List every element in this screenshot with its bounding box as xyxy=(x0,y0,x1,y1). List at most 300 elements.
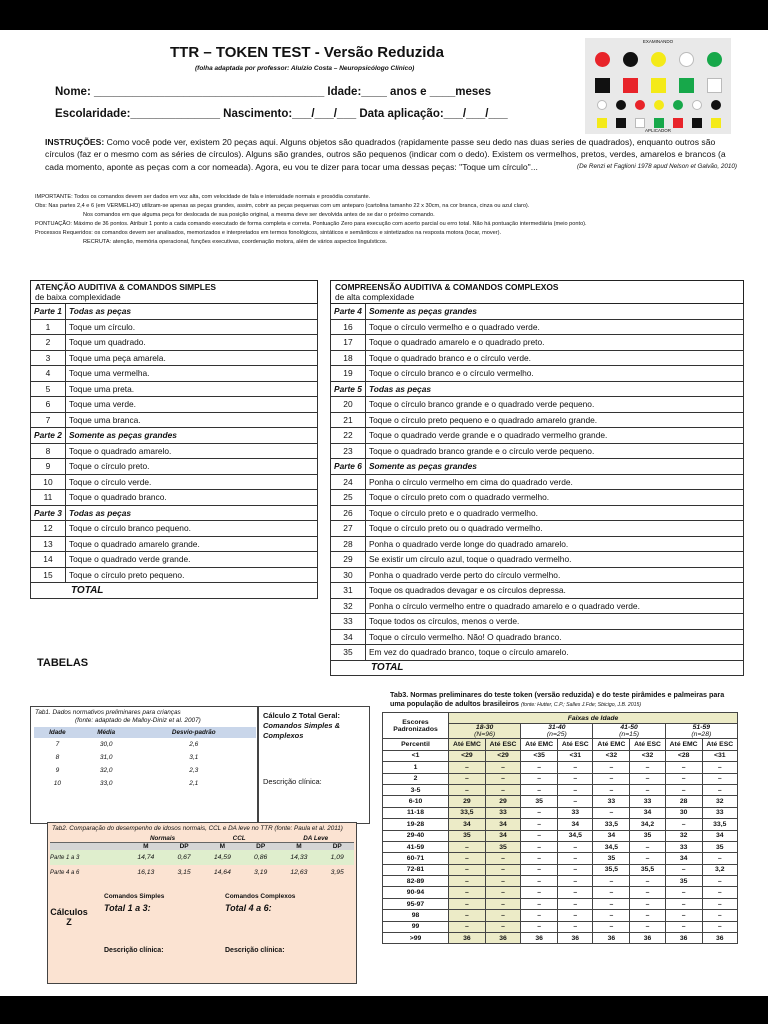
command-text: Toque uma peça amarela. xyxy=(65,350,317,366)
tab3-row xyxy=(383,864,738,875)
command-row xyxy=(31,474,318,490)
tab3-cell: – xyxy=(485,773,520,784)
tab3-adult-norms xyxy=(382,690,738,990)
tab3-cell: – xyxy=(593,898,630,909)
command-row xyxy=(331,598,744,614)
tab3-cell: – xyxy=(593,887,630,898)
command-number: 3 xyxy=(31,350,66,366)
tab2-sub-row xyxy=(50,843,354,851)
tab3-cell: – xyxy=(558,773,593,784)
token-white-square xyxy=(635,118,645,128)
part-label: Parte 2 xyxy=(31,428,66,444)
note-important: IMPORTANTE: Todos os comandos devem ser dados em voz alta, com velocidade de fala e intensidade normais e prosódia constante. xyxy=(35,194,371,200)
command-text: Toque o círculo branco grande e o quadrado verde pequeno. xyxy=(365,397,743,413)
tab3-cell: – xyxy=(521,807,558,818)
tab3-cell: – xyxy=(702,887,737,898)
command-text: Toque o círculo branco e o círculo vermelho. xyxy=(365,366,743,382)
total-row xyxy=(31,583,318,599)
tab3-cell: – xyxy=(702,921,737,932)
command-text: Toque o círculo vermelho e o quadrado verde. xyxy=(365,319,743,335)
tab3-sub-header: Até EMC xyxy=(593,739,630,750)
tab3-cell: 29 xyxy=(449,796,486,807)
command-number: 10 xyxy=(31,474,66,490)
tab1-children-norms xyxy=(30,706,258,824)
tables-heading: TABELAS xyxy=(37,657,89,669)
command-number: 31 xyxy=(331,583,366,599)
token-yellow-square xyxy=(597,118,607,128)
tab2-sub-header: DP xyxy=(320,843,354,851)
tab1-col-header: Idade xyxy=(34,727,81,738)
tab3-cell: – xyxy=(449,762,486,773)
tab1-cell: 32,0 xyxy=(99,767,113,774)
tab3-cell: 36 xyxy=(558,933,593,944)
page-title: TTR – TOKEN TEST - Versão Reduzida xyxy=(170,44,444,61)
tab3-cell: 33 xyxy=(630,796,665,807)
tab3-cell: <29 xyxy=(449,750,486,761)
command-row xyxy=(331,490,744,506)
tab3-cell: – xyxy=(665,898,702,909)
tab2-group: CCL xyxy=(201,835,278,843)
tab3-cell: 35 xyxy=(521,796,558,807)
name-age-line: Nome: ____________________________________ Idade:____ anos e ____meses xyxy=(55,86,492,98)
tab3-cell: 33 xyxy=(485,807,520,818)
tab3-cell: <31 xyxy=(702,750,737,761)
tab3-row xyxy=(383,807,738,818)
tab2-cell: 14,74 xyxy=(124,850,167,865)
tab3-cell: – xyxy=(665,864,702,875)
tab3-cell: – xyxy=(558,841,593,852)
table-header-row xyxy=(331,281,744,304)
note-scoring: PONTUAÇÃO: Máximo de 36 pontos. Atribuir 1 ponto a cada comando executado de forma completa e correta. Pontuação Zero para execução com acerto parcial ou erro total. Não há pontuação intermediária (meio ponto). xyxy=(35,221,587,227)
command-number: 9 xyxy=(31,459,66,475)
tab3-age-group xyxy=(449,724,521,739)
tab3-row xyxy=(383,762,738,773)
tab3-sub-header: Até EMC xyxy=(521,739,558,750)
command-text: Toque uma preta. xyxy=(65,381,317,397)
command-row xyxy=(31,366,318,382)
command-row xyxy=(31,381,318,397)
command-row xyxy=(31,490,318,506)
command-number: 20 xyxy=(331,397,366,413)
part-row xyxy=(31,304,318,320)
tab3-row xyxy=(383,819,738,830)
tab3-cell: – xyxy=(630,841,665,852)
tab3-cell: – xyxy=(558,910,593,921)
tab3-row xyxy=(383,933,738,944)
tab3-cell: – xyxy=(449,910,486,921)
command-number: 12 xyxy=(31,521,66,537)
tab3-cell: 34,2 xyxy=(630,819,665,830)
notes-block xyxy=(35,193,735,247)
tab3-cell: – xyxy=(665,887,702,898)
tab3-row xyxy=(383,830,738,841)
part-label: Parte 5 xyxy=(331,381,366,397)
tab2-cell: 3,95 xyxy=(330,869,344,876)
tab3-cell: 34,5 xyxy=(558,830,593,841)
tab3-cell: – xyxy=(521,853,558,864)
tab1-cell: 7 xyxy=(55,741,60,748)
tab3-cell: – xyxy=(521,830,558,841)
tab3-sub-header: Até EMC xyxy=(665,739,702,750)
tab1-cell: 2,6 xyxy=(189,741,199,748)
tab3-cell: 3,2 xyxy=(702,864,737,875)
token-red-circle xyxy=(595,52,610,67)
tab3-row xyxy=(383,750,738,761)
command-row xyxy=(331,614,744,630)
command-row xyxy=(331,412,744,428)
tab3-cell: 36 xyxy=(449,933,486,944)
command-row xyxy=(331,505,744,521)
tab2-simples: Comandos Simples xyxy=(104,893,165,900)
tab2-group: Normais xyxy=(124,835,201,843)
tab3-percentil-header: Percentil xyxy=(383,739,449,750)
tab3-age: 41-50 xyxy=(620,724,638,732)
tab3-row xyxy=(383,898,738,909)
token-red-square xyxy=(673,118,683,128)
command-text: Toque todos os círculos, menos o verde. xyxy=(365,614,743,630)
part-row xyxy=(331,381,744,397)
tab3-cell: 34 xyxy=(665,853,702,864)
tab3-sub-row xyxy=(383,739,738,750)
tab3-cell: 35 xyxy=(593,853,630,864)
tab3-cell: – xyxy=(449,841,486,852)
tab1-source: (fonte: adaptado de Malloy-Diniz et al. 2007) xyxy=(75,717,201,724)
tab3-percentile: 1 xyxy=(383,762,449,773)
tab3-percentile: 3-5 xyxy=(383,784,449,795)
calcz-title: Cálculo Z Total Geral: xyxy=(263,711,340,720)
tab3-cell: – xyxy=(593,773,630,784)
command-text: Toque o quadrado amarelo grande. xyxy=(65,536,317,552)
command-row xyxy=(31,412,318,428)
tab3-cell: 34 xyxy=(593,830,630,841)
tab3-cell: – xyxy=(449,921,486,932)
tab1-row xyxy=(34,751,256,764)
note-obs: Obs: Nas partes 2,4 e 6 (em VERMELHO) utilizam-se apenas as peças grandes, assim, cobrir as peças pequenas com um anteparo (cartolina tamanho 22 x 30cm, na cor branca, cinza ou azul claro). xyxy=(35,203,530,209)
command-row xyxy=(331,319,744,335)
instructions-citation: (De Renzi et Faglioni 1978 apud Nelson et Galvão, 2010) xyxy=(577,162,737,170)
token-black-square xyxy=(616,118,626,128)
command-text: Toque o círculo vermelho. Não! O quadrado branco. xyxy=(365,629,743,645)
tab1-col-header: Desvio-padrão xyxy=(132,727,256,738)
tab3-cell: – xyxy=(558,887,593,898)
tab3-cell: – xyxy=(521,784,558,795)
tab3-cell: – xyxy=(521,887,558,898)
total-label: TOTAL xyxy=(31,583,318,599)
command-number: 26 xyxy=(331,505,366,521)
tab3-cell: 35 xyxy=(449,830,486,841)
tab1-row xyxy=(34,738,256,751)
part-row xyxy=(331,459,744,475)
command-text: Toque os quadrados devagar e os círculos depressa. xyxy=(365,583,743,599)
token-white-circle xyxy=(679,52,694,67)
tab3-sub-header: Até ESC xyxy=(630,739,665,750)
tab3-cell: 33 xyxy=(702,807,737,818)
tab3-cell: – xyxy=(558,898,593,909)
tab3-cell: – xyxy=(521,762,558,773)
command-row xyxy=(31,350,318,366)
tab1-col-header: Média xyxy=(81,727,132,738)
command-text: Ponha o quadrado verde longe do quadrado amarelo. xyxy=(365,536,743,552)
tab1-row xyxy=(34,777,256,790)
tab2-group-row xyxy=(50,835,354,843)
table-header-row xyxy=(31,281,318,304)
command-number: 17 xyxy=(331,335,366,351)
token-black-circle xyxy=(616,100,626,110)
tab3-percentile: 29-40 xyxy=(383,830,449,841)
command-row xyxy=(31,397,318,413)
tab3-row xyxy=(383,784,738,795)
command-row xyxy=(331,629,744,645)
command-row xyxy=(31,443,318,459)
command-number: 7 xyxy=(31,412,66,428)
tab1-caption: Tab1. Dados normativos preliminares para crianças xyxy=(35,709,181,716)
command-row xyxy=(31,319,318,335)
tab3-cell: 34 xyxy=(630,807,665,818)
tab3-cell: 33,5 xyxy=(593,819,630,830)
tab1-cell: 9 xyxy=(55,767,60,774)
token-yellow-square xyxy=(651,78,666,93)
tab3-cell: – xyxy=(449,887,486,898)
tab2-sub-header: M xyxy=(124,843,167,851)
tab3-cell: 34 xyxy=(449,819,486,830)
tab3-cell: <32 xyxy=(593,750,630,761)
command-row xyxy=(331,350,744,366)
board-top-label: EXAMINANDO xyxy=(642,39,674,44)
tab3-cell: – xyxy=(485,898,520,909)
tab2-cell: 0,67 xyxy=(167,850,200,865)
tab3-cell: 34 xyxy=(558,819,593,830)
tab2-cell: 0,86 xyxy=(244,850,277,865)
tab3-cell: 33 xyxy=(593,796,630,807)
command-row xyxy=(331,645,744,661)
tab2-table xyxy=(50,835,354,880)
tab3-cell: 36 xyxy=(485,933,520,944)
command-text: Se existir um círculo azul, toque o quadrado vermelho. xyxy=(365,552,743,568)
tab3-percentile: 19-28 xyxy=(383,819,449,830)
tab3-percentile: 60-71 xyxy=(383,853,449,864)
command-row xyxy=(31,459,318,475)
tab3-cell: – xyxy=(593,910,630,921)
token-red-square xyxy=(623,78,638,93)
command-number: 25 xyxy=(331,490,366,506)
tab1-cell: 30,0 xyxy=(99,741,113,748)
command-number: 8 xyxy=(31,443,66,459)
page-subtitle: (folha adaptada por professor: Aluízio Costa – Neuropsicólogo Clínico) xyxy=(195,65,415,72)
tab3-table xyxy=(382,712,738,944)
command-text: Toque uma verde. xyxy=(65,397,317,413)
tab3-cell: – xyxy=(485,864,520,875)
note-recruta: RECRUTA: atenção, memória operacional, funções executivas, coordenação motora, além de vários aspectos linguísticos. xyxy=(83,239,388,245)
tab3-cell: – xyxy=(665,921,702,932)
tab2-cell: 1,09 xyxy=(320,850,354,865)
tab2-row xyxy=(50,865,354,880)
complex-commands-table xyxy=(330,280,744,676)
token-yellow-square xyxy=(711,118,721,128)
tab3-cell: 30 xyxy=(665,807,702,818)
tab3-cell: <29 xyxy=(485,750,520,761)
tab3-cell: 35 xyxy=(702,841,737,852)
board-bottom-label: APLICADOR xyxy=(644,128,671,133)
instructions-text: Como você pode ver, existem 20 peças aqui. Alguns objetos são quadrados (rapidamente passe seu dedo nas duas series de quadrados), enquanto outros são círculos (faz er o mesmo com as séries de círculos). Alguns são grandes, outros são pequenos (indicar com o dedo). Existem os vermelhos, pretos, verdes, amarelos e brancos (a cada momento, aponte as peças com a cor nomeada). Agora, eu vou te dizer para tocar uma dessas peças: "Toque um círculo"... xyxy=(45,137,726,172)
tab3-cell: 34 xyxy=(702,830,737,841)
tab3-cell: – xyxy=(593,807,630,818)
tab3-cell: 35 xyxy=(485,841,520,852)
tab3-percentile: 6-10 xyxy=(383,796,449,807)
command-number: 32 xyxy=(331,598,366,614)
tab3-cell: – xyxy=(630,876,665,887)
command-text: Toque o quadrado amarelo. xyxy=(65,443,317,459)
tab2-complexos: Comandos Complexos xyxy=(225,893,296,900)
tab3-cell: – xyxy=(702,784,737,795)
tab2-row-label: Parte 1 a 3 xyxy=(50,850,124,865)
tab3-age: 31-40 xyxy=(548,724,566,732)
total-row xyxy=(331,660,744,676)
tab3-cell: – xyxy=(521,921,558,932)
tab2-cell: 16,13 xyxy=(137,869,155,876)
tab3-cell: 36 xyxy=(665,933,702,944)
tab3-cell: 36 xyxy=(702,933,737,944)
command-text: Ponha o quadrado verde perto do círculo vermelho. xyxy=(365,567,743,583)
tab3-cell: 34 xyxy=(485,830,520,841)
tab2-calc-area xyxy=(48,893,358,983)
command-text: Toque o círculo verde. xyxy=(65,474,317,490)
total-label: TOTAL xyxy=(331,660,744,676)
command-row xyxy=(331,428,744,444)
tab3-cell: – xyxy=(665,773,702,784)
token-green-square xyxy=(679,78,694,93)
tab3-cell: – xyxy=(593,784,630,795)
tab3-cell: – xyxy=(449,898,486,909)
command-row xyxy=(31,521,318,537)
command-text: Toque o quadrado branco grande e o círculo verde pequeno. xyxy=(365,443,743,459)
token-green-square xyxy=(654,118,664,128)
tab1-cell: 2,3 xyxy=(189,767,199,774)
tab3-cell: – xyxy=(558,796,593,807)
instructions xyxy=(45,136,737,173)
command-number: 11 xyxy=(31,490,66,506)
part-row xyxy=(331,304,744,320)
token-black-square xyxy=(692,118,702,128)
tab1-cell: 3,1 xyxy=(189,754,199,761)
tab3-cell: – xyxy=(593,762,630,773)
calcz-desc: Descrição clínica: xyxy=(263,777,322,786)
tab3-percentile: 98 xyxy=(383,910,449,921)
tab3-cell: <32 xyxy=(630,750,665,761)
command-text: Toque o quadrado branco e o círculo verde. xyxy=(365,350,743,366)
tab3-caption: Tab3. Normas preliminares do teste token (versão reduzida) e do teste pirâmides e palmeiras para uma população de adultos brasileiros xyxy=(390,690,725,708)
command-number: 29 xyxy=(331,552,366,568)
tab3-cell: – xyxy=(558,762,593,773)
tab3-percentile: 95-97 xyxy=(383,898,449,909)
command-row xyxy=(331,552,744,568)
table-title: ATENÇÃO AUDITIVA & COMANDOS SIMPLES xyxy=(35,282,216,292)
tab3-percentile: 41-59 xyxy=(383,841,449,852)
tab3-cell: 36 xyxy=(593,933,630,944)
tab3-cell: 36 xyxy=(521,933,558,944)
command-number: 1 xyxy=(31,319,66,335)
command-number: 22 xyxy=(331,428,366,444)
tab3-row xyxy=(383,910,738,921)
command-row xyxy=(31,567,318,583)
tab2-blank xyxy=(50,843,124,851)
command-number: 5 xyxy=(31,381,66,397)
tab3-cell: – xyxy=(485,921,520,932)
command-text: Toque o círculo preto e o quadrado vermelho. xyxy=(365,505,743,521)
token-white-circle xyxy=(692,100,702,110)
command-row xyxy=(331,536,744,552)
command-row xyxy=(331,366,744,382)
command-row xyxy=(31,335,318,351)
tab3-cell: – xyxy=(485,853,520,864)
tab2-source: (fonte: Paula et al. 2011) xyxy=(274,825,343,832)
note-processes: Processos Requeridos: os comandos devem ser analisados, memorizados e interpretados em termos fonológicos, sintáticos e semânticos e sintetizados na resposta motora (tocar, mover). xyxy=(35,230,502,236)
token-white-circle xyxy=(597,100,607,110)
tab3-cell: – xyxy=(665,762,702,773)
tab1-cell: 2,1 xyxy=(189,780,199,787)
tab3-cell: – xyxy=(449,784,486,795)
tab2-sub-header: DP xyxy=(167,843,200,851)
command-number: 16 xyxy=(331,319,366,335)
tab3-cell: – xyxy=(449,864,486,875)
tab3-sub-header: Até ESC xyxy=(702,739,737,750)
tab3-age: 51-59 xyxy=(692,724,711,732)
part-description: Somente as peças grandes xyxy=(365,459,743,475)
command-text: Toque o quadrado verde grande. xyxy=(65,552,317,568)
part-description: Todas as peças xyxy=(365,381,743,397)
tab2-row xyxy=(50,850,354,865)
tab3-faixas-header: Faixas de Idade xyxy=(449,713,738,724)
command-row xyxy=(331,443,744,459)
tab2-caption: Tab2. Comparação do desempenho de idosos normais, CCL e DA leve no TTR xyxy=(52,825,273,832)
tab3-cell: 35 xyxy=(665,876,702,887)
tab1-row xyxy=(34,764,256,777)
tab3-row xyxy=(383,773,738,784)
tab2-group: DA Leve xyxy=(277,835,354,843)
command-text: Toque o círculo branco pequeno. xyxy=(65,521,317,537)
tab3-percentile: >99 xyxy=(383,933,449,944)
note-obs-2: Nos comandos em que alguma peça for deslocada de sua posição original, a mesma deve ser devolvida antes de se dar o próximo comando. xyxy=(83,212,435,218)
tab3-percentile: 2 xyxy=(383,773,449,784)
tab3-cell: – xyxy=(702,876,737,887)
tab3-cell: – xyxy=(485,910,520,921)
token-yellow-circle xyxy=(654,100,664,110)
part-label: Parte 1 xyxy=(31,304,66,320)
tab3-age-group xyxy=(665,724,737,739)
command-text: Toque o quadrado amarelo e o quadrado preto. xyxy=(365,335,743,351)
token-black-circle xyxy=(711,100,721,110)
command-text: Toque um círculo. xyxy=(65,319,317,335)
tab2-calc-label: Cálculos Z xyxy=(50,907,88,927)
tab3-percentile: 72-81 xyxy=(383,864,449,875)
tab3-cell: – xyxy=(521,773,558,784)
token-white-square xyxy=(707,78,722,93)
part-description: Todas as peças xyxy=(65,304,317,320)
tab2-sub-header: DP xyxy=(244,843,277,851)
tab3-cell: 35,5 xyxy=(630,864,665,875)
tab3-cell: 35 xyxy=(630,830,665,841)
tab3-cell: – xyxy=(521,876,558,887)
tab3-cell: – xyxy=(558,921,593,932)
tab3-percentile: 99 xyxy=(383,921,449,932)
table-title: COMPREENSÃO AUDITIVA & COMANDOS COMPLEXOS xyxy=(335,282,559,292)
command-text: Toque uma branca. xyxy=(65,412,317,428)
tab3-percentile: 82-89 xyxy=(383,876,449,887)
tab3-cell: – xyxy=(630,762,665,773)
command-text: Toque o círculo preto. xyxy=(65,459,317,475)
command-number: 34 xyxy=(331,629,366,645)
tab3-cell: <28 xyxy=(665,750,702,761)
table-subtitle: de alta complexidade xyxy=(335,292,415,302)
